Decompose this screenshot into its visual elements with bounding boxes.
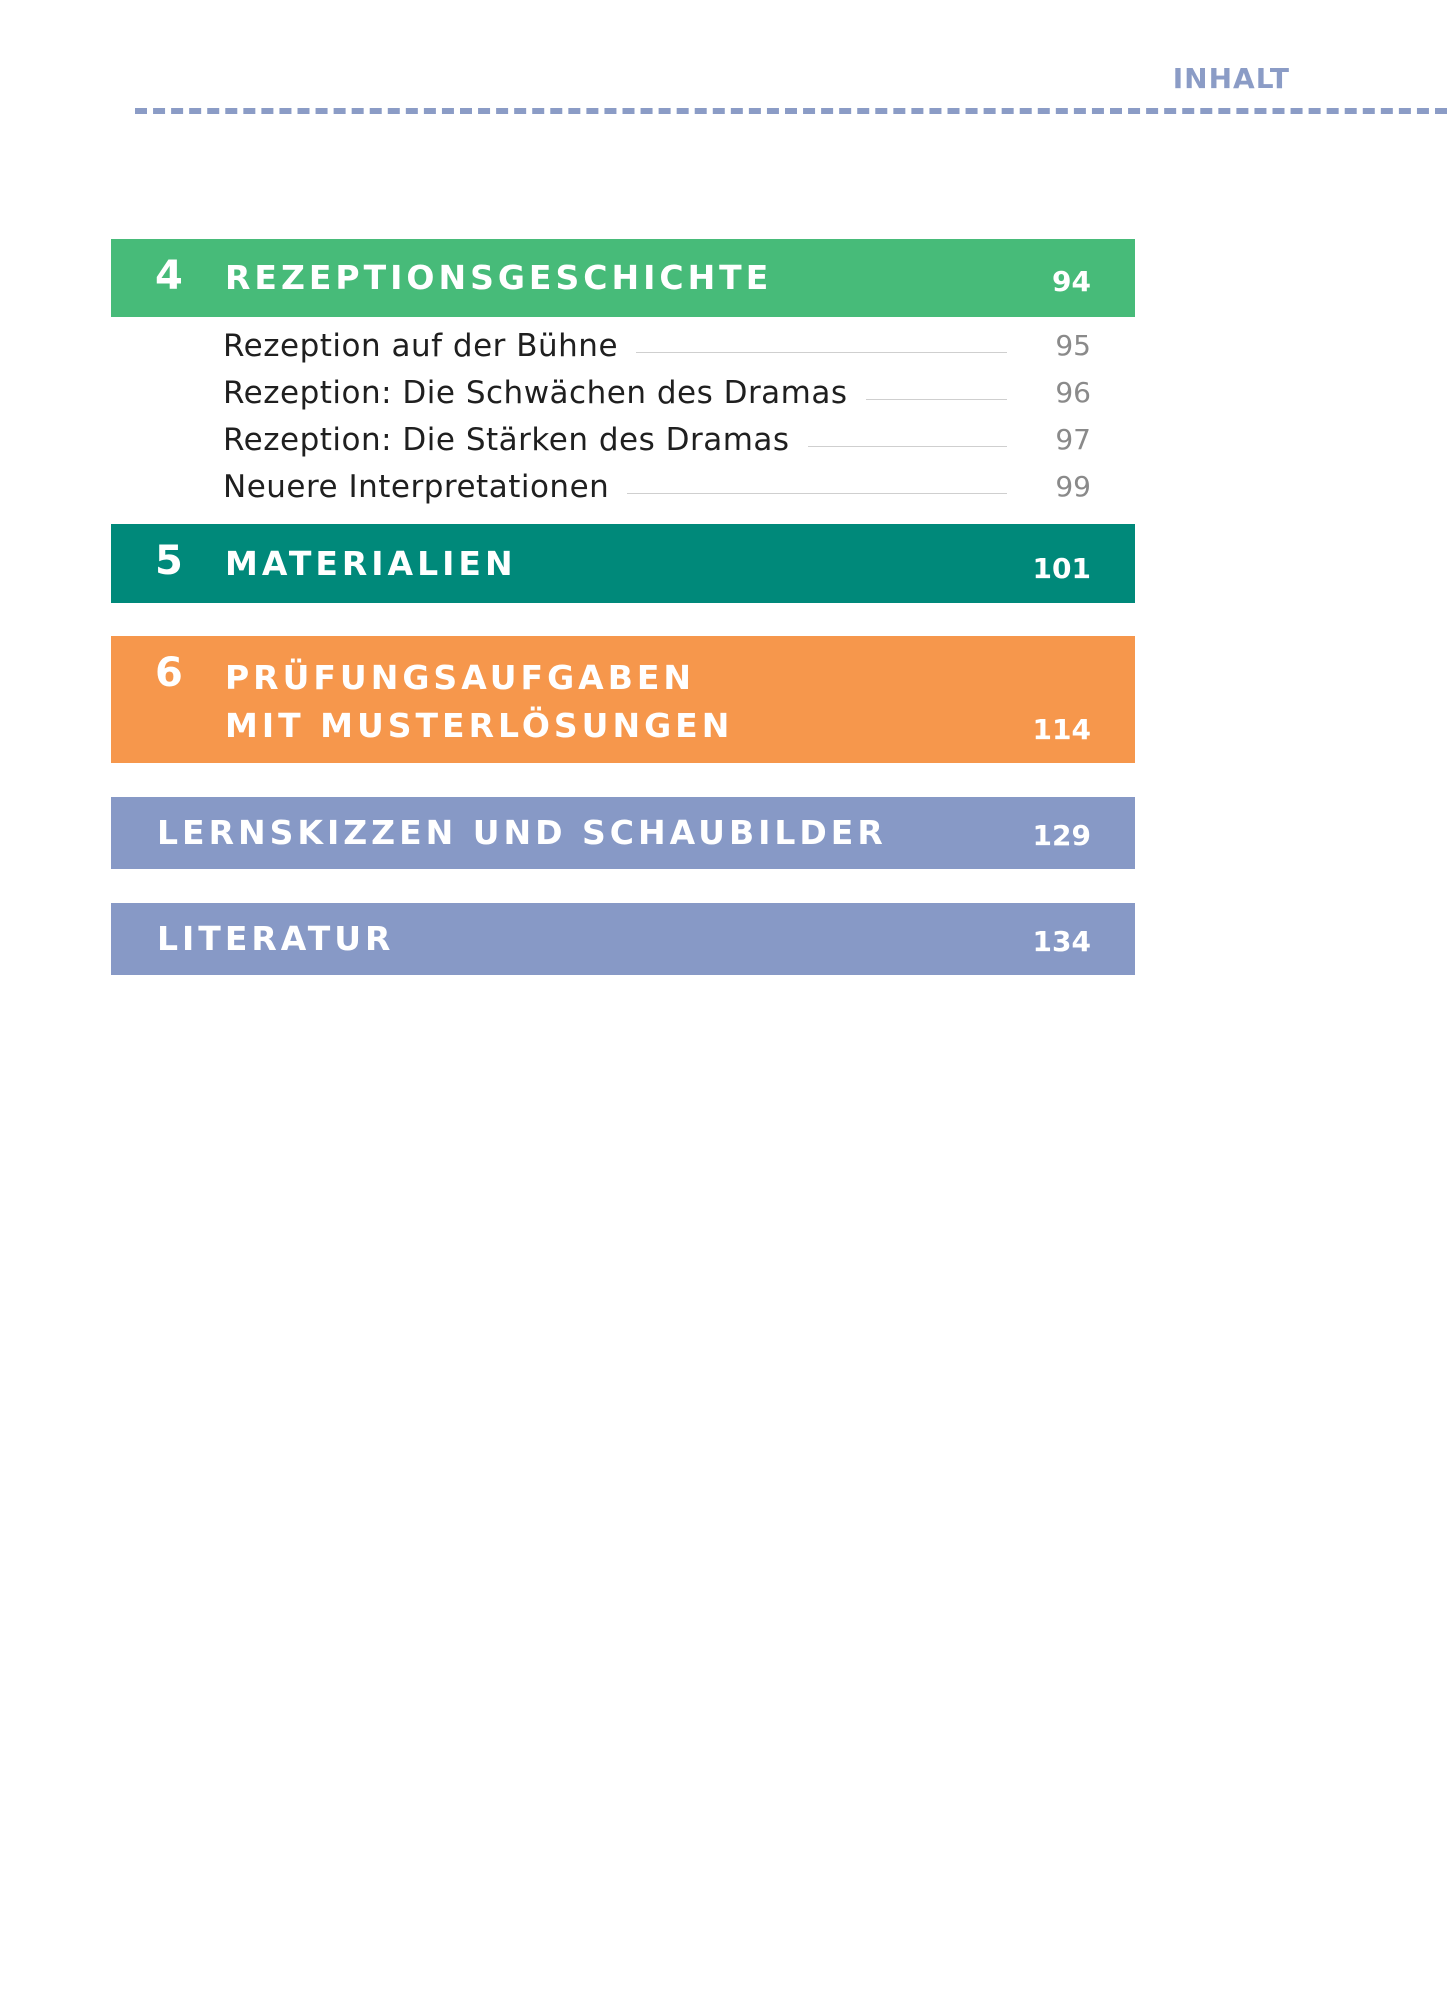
toc-entry-title: Rezeption: Die Stärken des Dramas	[223, 421, 790, 458]
toc-entry-title: Neuere Interpretationen	[223, 468, 610, 505]
appendix-lernskizzen-heading[interactable]	[111, 797, 1135, 869]
toc-leader-line	[866, 399, 1007, 400]
toc-entry[interactable]	[223, 416, 1091, 463]
appendix-title: LERNSKIZZEN UND SCHAUBILDER	[157, 813, 887, 852]
toc-entry-title: Rezeption auf der Bühne	[223, 327, 619, 364]
chapter-page: 114	[1032, 713, 1091, 746]
chapter-title: REZEPTIONSGESCHICHTE	[225, 258, 773, 297]
chapter-4-heading[interactable]	[111, 239, 1135, 317]
toc-entry[interactable]	[223, 463, 1091, 510]
chapter-page: 94	[1052, 265, 1091, 298]
chapter-number: 4	[155, 253, 183, 299]
appendix-page: 129	[1032, 819, 1091, 852]
chapter-number: 5	[155, 538, 183, 584]
chapter-5-heading[interactable]	[111, 524, 1135, 603]
toc-entry-page: 96	[1055, 376, 1091, 409]
toc-entry[interactable]	[223, 322, 1091, 369]
toc-entry-page: 99	[1055, 470, 1091, 503]
chapter-4-subsections	[223, 322, 1091, 510]
appendix-page: 134	[1032, 925, 1091, 958]
header-label: INHALT	[1172, 62, 1290, 95]
appendix-literatur-heading[interactable]	[111, 903, 1135, 975]
chapter-page: 101	[1032, 552, 1091, 585]
toc-leader-line	[627, 493, 1007, 494]
toc-leader-line	[808, 446, 1007, 447]
chapter-title-line-2: MIT MUSTERLÖSUNGEN	[225, 706, 734, 745]
appendix-title: LITERATUR	[157, 919, 395, 958]
toc-leader-line	[636, 352, 1007, 353]
chapter-title-line-1: PRÜFUNGSAUFGABEN	[225, 658, 696, 697]
toc-entry-page: 97	[1055, 423, 1091, 456]
toc-entry[interactable]	[223, 369, 1091, 416]
header-dashed-rule	[135, 108, 1447, 114]
chapter-title	[225, 654, 733, 750]
toc-entry-title: Rezeption: Die Schwächen des Dramas	[223, 374, 848, 411]
chapter-6-heading[interactable]	[111, 636, 1135, 763]
toc-entry-page: 95	[1055, 329, 1091, 362]
chapter-number: 6	[155, 650, 183, 696]
chapter-title: MATERIALIEN	[225, 544, 517, 583]
